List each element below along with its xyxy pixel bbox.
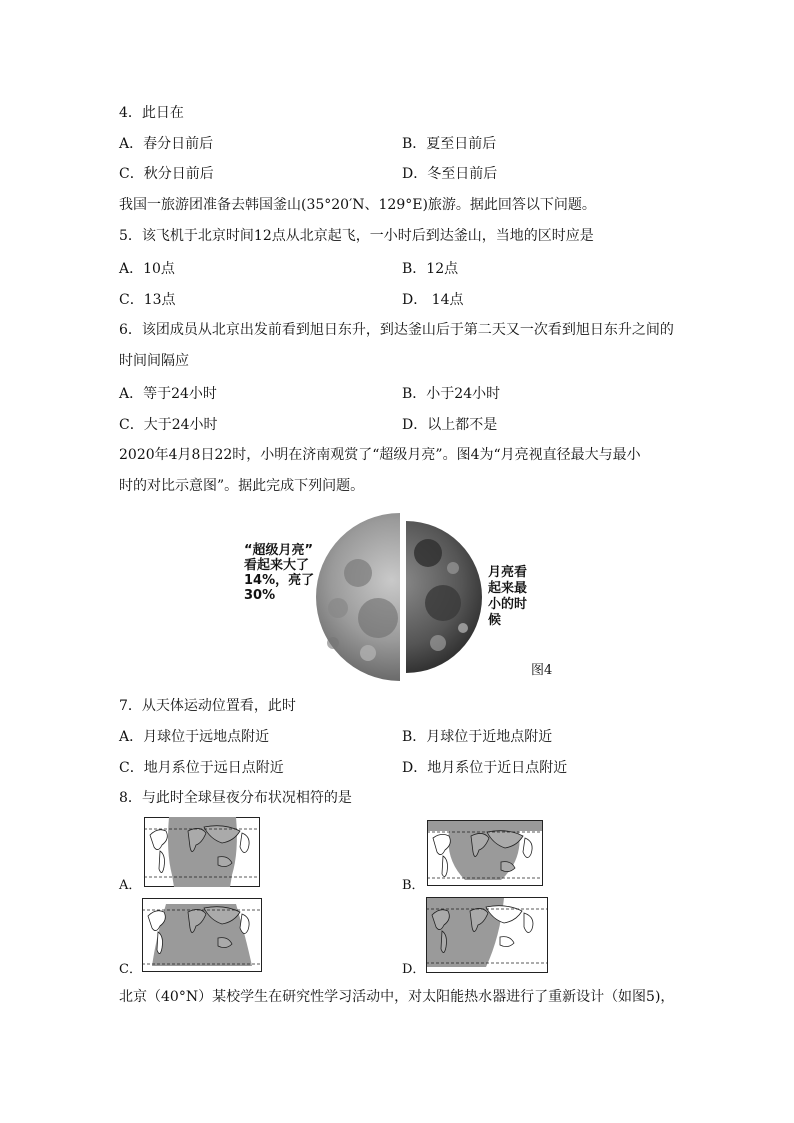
q6-stem-line2: 时间间隔应	[119, 353, 189, 369]
figure-4-moon-comparison	[238, 513, 558, 683]
q5-option-c[interactable]: C．13点	[119, 292, 176, 308]
q8-label-d[interactable]: D．	[402, 962, 426, 977]
q6-option-a[interactable]: A．等于24小时	[119, 386, 217, 402]
q7-option-c[interactable]: C．地月系位于远日点附近	[119, 760, 284, 776]
q6-option-d[interactable]: D．以上都不是	[402, 417, 498, 433]
q8-label-b[interactable]: B．	[402, 878, 425, 893]
q6-option-c[interactable]: C．大于24小时	[119, 417, 218, 433]
map-option-d[interactable]	[426, 897, 548, 973]
map-option-b[interactable]	[427, 820, 543, 886]
q4-option-a[interactable]: A．春分日前后	[119, 136, 214, 152]
caption-line: 小的时	[488, 597, 528, 612]
q6-option-b[interactable]: B．小于24小时	[402, 386, 501, 402]
caption-line: “超级月亮”	[244, 543, 314, 558]
caption-line: 候	[488, 613, 502, 628]
q7-stem: 7．从天体运动位置看，此时	[119, 698, 296, 714]
intro-busan: 我国一旅游团准备去韩国釜山(35°20′N、129°E)旅游。据此回答以下问题。	[119, 197, 596, 213]
q8-label-a[interactable]: A．	[119, 878, 142, 893]
q7-option-a[interactable]: A．月球位于远地点附近	[119, 729, 270, 745]
q8-label-c[interactable]: C．	[119, 962, 142, 977]
caption-line: 起来最	[488, 581, 528, 596]
q5-option-d[interactable]: D． 14点	[402, 292, 464, 308]
q4-option-c[interactable]: C．秋分日前后	[119, 166, 214, 182]
figure-4-label: 图4	[531, 663, 553, 678]
q4-stem: 4．此日在	[119, 105, 184, 121]
map-option-a[interactable]	[144, 817, 260, 887]
caption-line: 看起来大了	[244, 558, 310, 573]
q4-option-d[interactable]: D．冬至日前后	[402, 166, 498, 182]
q6-stem-line1: 6．该团成员从北京出发前看到旭日东升，到达釜山后于第二天又一次看到旭日东升之间的	[119, 322, 674, 338]
figure-4-right-caption	[488, 565, 527, 629]
caption-line: 月亮看	[488, 565, 528, 580]
caption-line: 14%，亮了	[244, 573, 315, 588]
q7-option-d[interactable]: D．地月系位于近日点附近	[402, 760, 568, 776]
q7-option-b[interactable]: B．月球位于近地点附近	[402, 729, 553, 745]
q5-option-a[interactable]: A．10点	[119, 261, 175, 277]
intro-beijing: 北京（40°N）某校学生在研究性学习活动中，对太阳能热水器进行了重新设计（如图5)，	[119, 989, 675, 1005]
figure-4-left-caption	[244, 543, 314, 603]
q5-stem: 5．该飞机于北京时间12点从北京起飞，一小时后到达釜山，当地的区时应是	[119, 228, 594, 244]
intro-moon-line1: 2020年4月8日22时，小明在济南观赏了“超级月亮”。图4为“月亮视直径最大与最小	[119, 447, 641, 463]
intro-moon-line2: 时的对比示意图”。据此完成下列问题。	[119, 478, 365, 494]
caption-line: 30%	[244, 588, 276, 603]
map-option-c[interactable]	[142, 898, 262, 972]
q5-option-b[interactable]: B．12点	[402, 261, 459, 277]
q8-stem: 8．与此时全球昼夜分布状况相符的是	[119, 790, 352, 806]
q4-option-b[interactable]: B．夏至日前后	[402, 136, 497, 152]
